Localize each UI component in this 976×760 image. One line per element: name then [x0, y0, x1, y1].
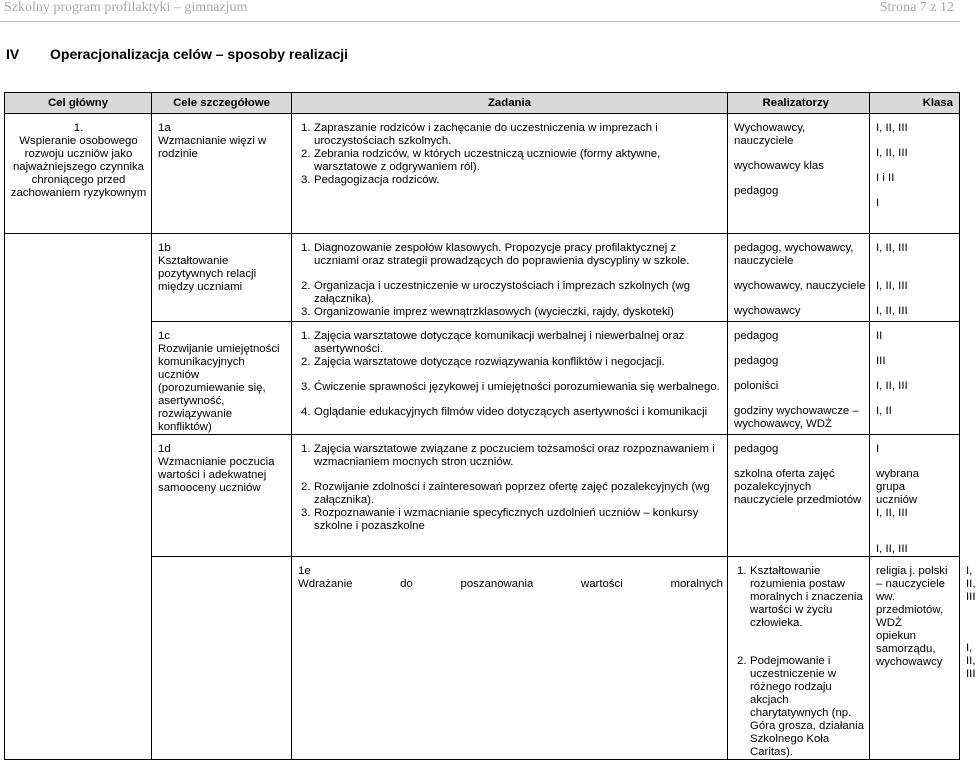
class-value: I, II — [876, 405, 892, 417]
task-item — [737, 655, 865, 759]
task-number: 1. — [301, 330, 311, 342]
task-number: 3. — [301, 507, 311, 519]
class-cell — [870, 114, 960, 234]
realizer: poloniści — [734, 380, 779, 392]
task-text: Organizacja i uczestniczenie w uroczystościach i imprezach szkolnych (wg załącznika). — [314, 280, 691, 305]
task-number: 2. — [301, 148, 311, 160]
realizers-cell — [728, 114, 870, 234]
main-goal-cell — [5, 114, 152, 234]
task-number: 3. — [301, 381, 311, 393]
class-value: I, II, III — [876, 305, 908, 317]
task-item — [301, 443, 723, 469]
task-item — [301, 330, 723, 356]
realizers-cell — [728, 234, 870, 322]
header-rule — [0, 21, 960, 22]
task-text: Zebrania rodziców, w których uczestniczą uczniowie (formy aktywne, warsztatowe z odgrywaniem ról). — [314, 148, 661, 173]
realizers-cell — [870, 557, 960, 760]
column-header-tasks: Zadania — [292, 93, 728, 114]
section-heading — [0, 46, 960, 66]
main-goal-text: 1. Wspieranie osobowego rozwoju uczniów jako najważniejszego czynnika chroniącego przed zachowaniem ryzykownym — [10, 122, 147, 199]
goals-table — [4, 92, 976, 760]
task-number: 3. — [301, 174, 311, 186]
table-row: 1e Wdrażanie do poszanowania wartości moralnych 1. Kształtowanie rozumienia postaw moralnych i znaczenia wartości w życiu człowieka. 2. Podejmowanie i uczestniczenie w różnego rodzaju akcjach charytatywnych (np. Góra grosza, działania Szkolnego Koła Caritas). religia j. polski – nauczyciele ww. przedmiotów, WDŻ opiekun samorządu, wychowawcy I, II, III I, II, III — [5, 557, 960, 760]
realizer: Wychowawcy, nauczyciele — [734, 122, 806, 147]
task-item — [301, 406, 723, 419]
realizer: wychowawcy, nauczyciele — [734, 280, 866, 292]
realizers-cell — [728, 435, 870, 557]
task-item — [301, 280, 723, 306]
class-value: I, II, III — [876, 122, 908, 134]
specific-goal-1a: 1a Wzmacnianie więzi w rodzinie — [158, 122, 267, 160]
task-text: Rozwijanie zdolności i zainteresowań poprzez ofertę zajęć pozalekcyjnych (wg załącznika). — [314, 481, 710, 506]
main-goal-empty-cell — [152, 557, 292, 760]
class-value: I — [876, 443, 880, 455]
task-item — [301, 356, 723, 369]
specific-goal-cell — [152, 322, 292, 435]
realizer: pedagog — [734, 355, 779, 367]
specific-goal-1c: 1c Rozwijanie umiejętności komunikacyjnych uczniów (porozumiewanie się, asertywność, rozwiązywanie konfliktów) — [158, 330, 280, 433]
task-text: Organizowanie imprez wewnątrzklasowych (wycieczki, rajdy, dyskoteki) — [314, 306, 674, 318]
realizer: pedagog — [734, 185, 779, 197]
task-number: 3. — [301, 306, 311, 318]
task-item — [301, 242, 723, 268]
specific-goal-1d: 1d Wzmacnianie poczucia wartości i adekwatnej samooceny uczniów — [158, 443, 275, 494]
specific-goal-cell — [292, 557, 728, 760]
task-item — [301, 174, 723, 187]
task-text: Rozpoznawanie i wzmacnianie specyficznych uzdolnień uczniów – konkursy szkolne i pozaszkolne — [314, 507, 699, 532]
page-number: Strona 7 z 12 — [879, 0, 954, 15]
main-goal-continuation-cell — [5, 234, 152, 760]
realizer: wychowawcy — [734, 305, 801, 317]
realizers-cell — [728, 322, 870, 435]
task-item — [301, 481, 723, 507]
column-header-main-goal: Cel główny — [5, 93, 152, 114]
task-number: 1. — [301, 122, 311, 134]
class-value: I, II, III — [876, 280, 908, 292]
section-number: IV — [6, 46, 20, 62]
task-text: Podejmowanie i uczestniczenie w różnego rodzaju akcjach charytatywnych (np. Góra grosza, działania Szkolnego Koła Caritas). — [750, 655, 864, 758]
specific-goal-cell — [152, 435, 292, 557]
table-header-row — [5, 93, 960, 114]
realizer: opiekun samorządu, wychowawcy — [876, 630, 943, 668]
task-item — [301, 306, 723, 319]
realizer: pedagog — [734, 443, 779, 455]
tasks-cell — [728, 557, 870, 760]
task-number: 1. — [301, 242, 311, 254]
task-item — [301, 122, 723, 148]
task-item — [737, 565, 865, 630]
realizer: pedagog — [734, 330, 779, 342]
task-number: 2. — [301, 481, 311, 493]
specific-goal-cell — [152, 234, 292, 322]
class-value: I, II, III — [876, 147, 908, 159]
specific-goal-1b: 1b Kształtowanie pozytywnych relacji między uczniami — [158, 242, 257, 293]
task-number: 4. — [301, 406, 311, 418]
class-value: I, II, III — [876, 507, 908, 519]
class-value: I, II, III — [876, 543, 908, 555]
task-text: Ćwiczenie sprawności językowej i umiejętności porozumiewania się werbalnego. — [314, 381, 720, 393]
tasks-cell — [292, 435, 728, 557]
document-title: Szkolny program profilaktyki – gimnazjum — [4, 0, 248, 15]
task-text: Pedagogizacja rodziców. — [314, 174, 440, 186]
table-row — [5, 234, 960, 322]
task-text: Diagnozowanie zespołów klasowych. Propozycje pracy profilaktycznej z uczniami oraz strategii prowadzących do poprawienia dyscypliny w szkole. — [314, 242, 690, 267]
class-value: III — [876, 355, 886, 367]
task-text: Zapraszanie rodziców i zachęcanie do uczestniczenia w imprezach i uroczystościach szkolnych. — [314, 122, 658, 147]
tasks-cell — [292, 114, 728, 234]
task-item — [301, 148, 723, 174]
class-cell — [870, 322, 960, 435]
task-item — [301, 381, 723, 394]
task-text: Zajęcia warsztatowe dotyczące komunikacji werbalnej i niewerbalnej oraz asertywności. — [314, 330, 685, 355]
page-header — [0, 0, 960, 22]
task-text: Zajęcia warsztatowe związane z poczuciem tożsamości oraz rozpoznawaniem i wzmacnianiem mocnych stron uczniów. — [314, 443, 715, 468]
section-title: Operacjonalizacja celów – sposoby realizacji — [50, 46, 349, 62]
class-value: II — [876, 330, 883, 342]
class-value: wybrana grupa uczniów — [876, 468, 920, 506]
class-cell — [870, 234, 960, 322]
realizer: godziny wychowawcze – wychowawcy, WDŻ — [734, 405, 859, 430]
column-header-realizers: Realizatorzy — [728, 93, 870, 114]
task-number: 1. — [737, 565, 747, 577]
column-header-specific-goals: Cele szczegółowe — [152, 93, 292, 114]
task-text: Oglądanie edukacyjnych filmów video dotyczących asertywności i komunikacji — [314, 406, 708, 418]
task-number: 2. — [301, 280, 311, 292]
realizer: nauczyciele przedmiotów — [734, 494, 862, 506]
task-number: 1. — [301, 443, 311, 455]
realizer: religia j. polski – nauczyciele ww. przedmiotów, WDŻ — [876, 565, 948, 629]
task-item — [301, 507, 723, 533]
column-header-class: Klasa — [870, 93, 960, 114]
tasks-cell — [292, 234, 728, 322]
tasks-cell — [292, 322, 728, 435]
table-row — [5, 114, 960, 234]
realizer: szkolna oferta zajęć pozalekcyjnych — [734, 468, 835, 493]
specific-goal-1e: 1e Wdrażanie do poszanowania wartości moralnych — [298, 565, 723, 590]
realizer: pedagog, wychowawcy, nauczyciele — [734, 242, 854, 267]
specific-goal-cell — [152, 114, 292, 234]
class-value: I, II, III — [876, 242, 908, 254]
task-number: 2. — [301, 356, 311, 368]
class-value: I i II — [876, 172, 895, 184]
task-number: 2. — [737, 655, 747, 667]
realizer: wychowawcy klas — [734, 160, 824, 172]
class-value: I, II, III — [876, 380, 908, 392]
task-text: Zajęcia warsztatowe dotyczące rozwiązywania konfliktów i negocjacji. — [314, 356, 665, 368]
class-value: I — [876, 197, 880, 209]
task-text: Kształtowanie rozumienia postaw moralnych i znaczenia wartości w życiu człowieka. — [750, 565, 863, 629]
class-cell — [870, 435, 960, 557]
